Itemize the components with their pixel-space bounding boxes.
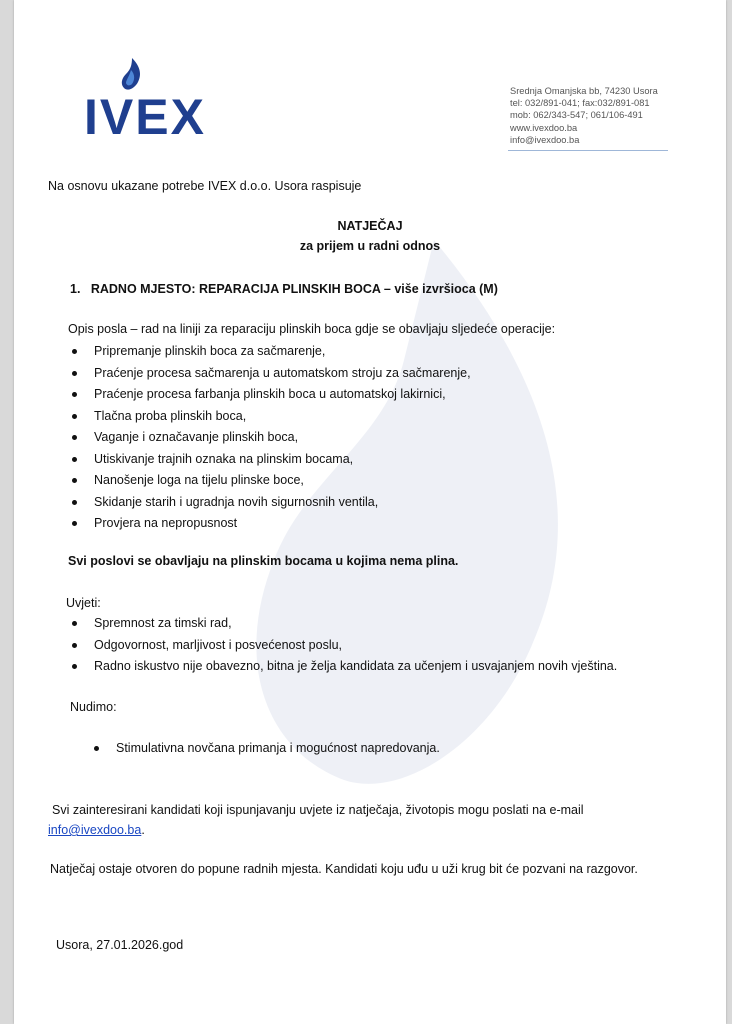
application-text: Svi zainteresirani kandidati koji ispunjavanju uvjete iz natječaja, životopis mogu poslati na e-mail bbox=[52, 803, 584, 817]
phone-fax: tel: 032/891-041; fax:032/891-081 bbox=[510, 98, 650, 109]
job-description-intro: Opis posla – rad na liniji za reparaciju plinskih boca gdje se obavljaju sljedeće operacije: bbox=[68, 322, 556, 336]
document-page: IVEX Srednja Omanjska bb, 74230 Usora tel: 032/891-041; fax:032/891-081 mob: 062/343-547; 061/106-491 www.ivexdoo.ba info@ivexdoo.ba Na osnovu ukazane potrebe IVEX d.o.o. Usora raspisuje NATJEČAJ za prijem u radni odnos 1. RADNO MJESTO: REPARACIJA PLINSKIH BOCA – više izvršioca (M) Opis posla – rad na liniji za reparaciju plinskih boca gdje se obavljaju sljedeće operacije: Pripremanje plinskih boca za sačmarenje, Praćenje procesa sačmarenja u automatskom stroju za sačmarenje, Praćenje procesa farbanja plinskih boca u automatskoj lakirnici, Tlačna proba plinskih boca, Vaganje i označavanje plinskih boca, Utiskivanje trajnih oznaka na plinskim bocama, Nanošenje loga na tijelu plinske boce, Skidanje starih i ugradnja novih sigurnosnih ventila, Provjera na nepropusnost Svi poslovi se obavljaju na plinskim bocama u kojima nema plina. Uvjeti: Spremnost za timski rad, Odgovornost, marljivost i posvećenost poslu, Radno iskustvo nije obavezno, bitna je želja kandidata za učenjem i usvajanjem novih vještina. Nudimo: Stimulativna novčana primanja i mogućnost napredovanja. Svi zainteresirani kandidati koji ispunjavanju uvjete iz natječaja, životopis mogu poslati na e-mail info@ivexdoo.ba. Natječaj ostaje otvoren do popune radnih mjesta. Kandidati koju uđu u uži krug bit će pozvani na razgovor. Usora, 27.01.2026.god bbox=[14, 0, 726, 1024]
header-divider bbox=[508, 150, 668, 151]
address: Srednja Omanjska bb, 74230 Usora bbox=[510, 86, 658, 96]
page-subtitle: za prijem u radni odnos bbox=[299, 239, 441, 253]
application-email-line: info@ivexdoo.ba. bbox=[48, 823, 145, 837]
email-link[interactable]: info@ivexdoo.ba bbox=[48, 823, 142, 837]
contact-email: info@ivexdoo.ba bbox=[510, 134, 580, 145]
mobile: mob: 062/343-547; 061/106-491 bbox=[510, 110, 643, 121]
website: www.ivexdoo.ba bbox=[510, 122, 578, 133]
safety-note: Svi poslovi se obavljaju na plinskim bocama u kojima nema plina. bbox=[68, 554, 459, 568]
document-date: Usora, 27.01.2026.god bbox=[56, 938, 184, 952]
company-contact bbox=[510, 85, 658, 146]
closing-text: Natječaj ostaje otvoren do popune radnih mjesta. Kandidati koju uđu u uži krug bit će pozvani na razgovor. bbox=[50, 862, 638, 876]
position-heading: 1. RADNO MJESTO: REPARACIJA PLINSKIH BOCA – više izvršioca (M) bbox=[70, 282, 498, 296]
intro-text: Na osnovu ukazane potrebe IVEX d.o.o. Usora raspisuje bbox=[48, 179, 362, 193]
page-title: NATJEČAJ bbox=[337, 219, 403, 233]
offer-label: Nudimo: bbox=[70, 700, 117, 714]
logo-wordmark: IVEX bbox=[84, 89, 206, 145]
ivex-logo bbox=[84, 58, 234, 150]
conditions-label: Uvjeti: bbox=[66, 596, 101, 610]
flame-icon bbox=[120, 58, 142, 92]
